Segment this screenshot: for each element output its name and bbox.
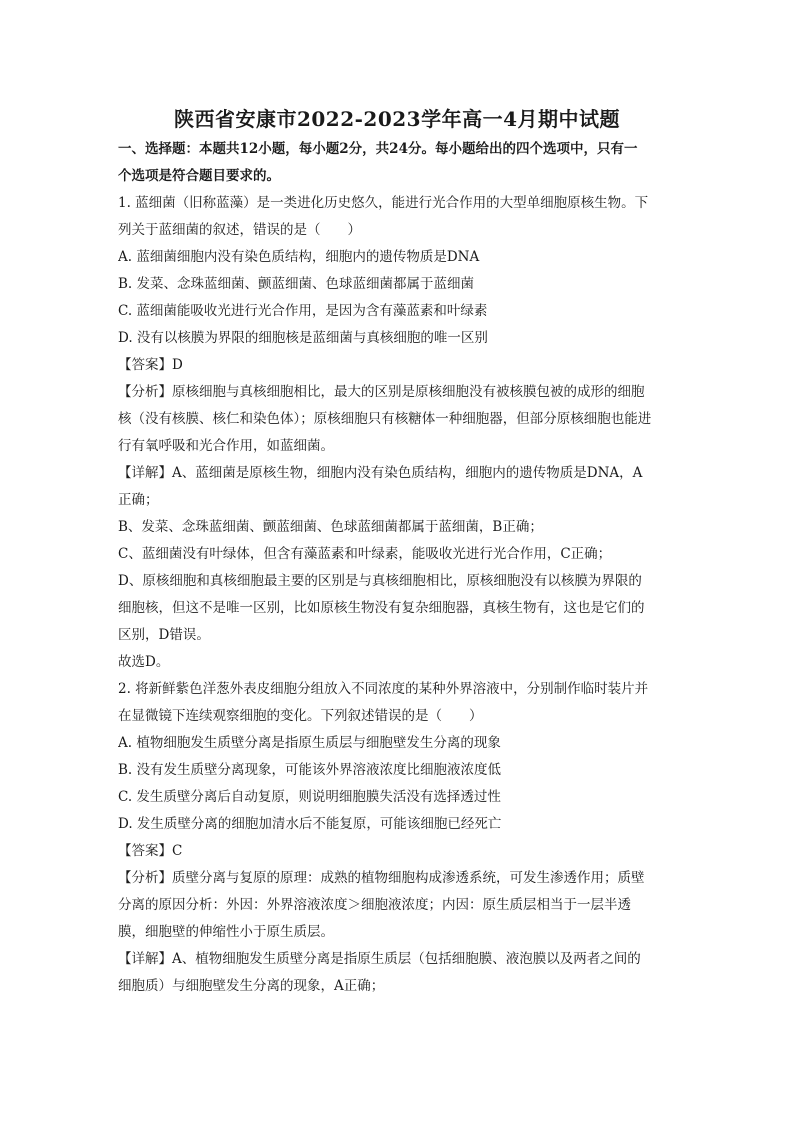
question-1-stem: 1. 蓝细菌（旧称蓝藻）是一类进化历史悠久，能进行光合作用的大型单细胞原核生物。下: [118, 195, 649, 211]
question-2-analysis: 【分析】质壁分离与复原的原理：成熟的植物细胞构成渗透系统，可发生渗透作用；质壁: [118, 870, 645, 886]
question-2-option-c: C. 发生质壁分离后自动复原，则说明细胞膜失活没有选择透过性: [118, 789, 501, 805]
question-1-detail: 正确；: [118, 492, 159, 508]
section-heading-line: 个选项是符合题目要求的。: [118, 168, 280, 184]
question-1-analysis: 【分析】原核细胞与真核细胞相比，最大的区别是原核细胞没有被核膜包被的成形的细胞: [118, 384, 645, 400]
question-1-detail: D、原核细胞和真核细胞最主要的区别是与真核细胞相比，原核细胞没有以核膜为界限的: [118, 573, 642, 589]
question-1-analysis: 核（没有核膜、核仁和染色体）；原核细胞只有核糖体一种细胞器，但部分原核细胞也能进: [118, 411, 652, 427]
question-1-answer: 【答案】D: [118, 357, 183, 373]
question-2-option-d: D. 发生质壁分离的细胞加清水后不能复原，可能该细胞已经死亡: [118, 816, 502, 832]
question-2-analysis: 膜，细胞壁的伸缩性小于原生质层。: [118, 924, 334, 940]
question-1-option-c: C. 蓝细菌能吸收光进行光合作用，是因为含有藻蓝素和叶绿素: [118, 303, 488, 319]
question-2-answer: 【答案】C: [118, 843, 183, 859]
question-1-conclusion: 故选D。: [118, 654, 170, 670]
question-2-detail: 细胞质）与细胞壁发生分离的现象，A正确；: [118, 978, 385, 994]
question-1-option-a: A. 蓝细菌细胞内没有染色质结构，细胞内的遗传物质是DNA: [118, 249, 480, 265]
document-body: [118, 136, 678, 1000]
page-title: 陕西省安康市2022-2023学年高一4月期中试题: [173, 107, 621, 131]
question-2-option-b: B. 没有发生质壁分离现象，可能该外界溶液浓度比细胞液浓度低: [118, 762, 502, 778]
question-2-stem: 2. 将新鲜紫色洋葱外表皮细胞分组放入不同浓度的某种外界溶液中，分别制作临时装片并: [118, 681, 649, 697]
question-1-option-d: D. 没有以核膜为界限的细胞核是蓝细菌与真核细胞的唯一区别: [118, 330, 488, 346]
question-1-analysis: 行有氧呼吸和光合作用，如蓝细菌。: [118, 438, 334, 454]
question-2-stem: 在显微镜下连续观察细胞的变化。下列叙述错误的是（ ）: [118, 708, 483, 724]
question-1-detail: 区别，D错误。: [118, 627, 210, 643]
section-heading-line: 一、选择题：本题共12小题，每小题2分，共24分。每小题给出的四个选项中，只有一: [118, 141, 638, 157]
question-2-option-a: A. 植物细胞发生质壁分离是指原生质层与细胞壁发生分离的现象: [118, 735, 501, 751]
question-1-detail: C、蓝细菌没有叶绿体，但含有藻蓝素和叶绿素，能吸收光进行光合作用，C正确；: [118, 546, 612, 562]
question-2-detail: 【详解】A、植物细胞发生质壁分离是指原生质层（包括细胞膜、液泡膜以及两者之间的: [118, 951, 641, 967]
question-1-detail: 【详解】A、蓝细菌是原核生物，细胞内没有染色质结构，细胞内的遗传物质是DNA，A: [118, 465, 643, 481]
question-1-option-b: B. 发菜、念珠蓝细菌、颤蓝细菌、色球蓝细菌都属于蓝细菌: [118, 276, 475, 292]
question-1-stem: 列关于蓝细菌的叙述，错误的是（ ）: [118, 222, 361, 238]
question-2-analysis: 分离的原因分析：外因：外界溶液浓度＞细胞液浓度；内因：原生质层相当于一层半透: [118, 897, 631, 913]
question-1-detail: B、发菜、念珠蓝细菌、颤蓝细菌、色球蓝细菌都属于蓝细菌，B正确；: [118, 519, 543, 535]
question-1-detail: 细胞核，但这不是唯一区别，比如原核生物没有复杂细胞器，真核生物有，这也是它们的: [118, 600, 645, 616]
